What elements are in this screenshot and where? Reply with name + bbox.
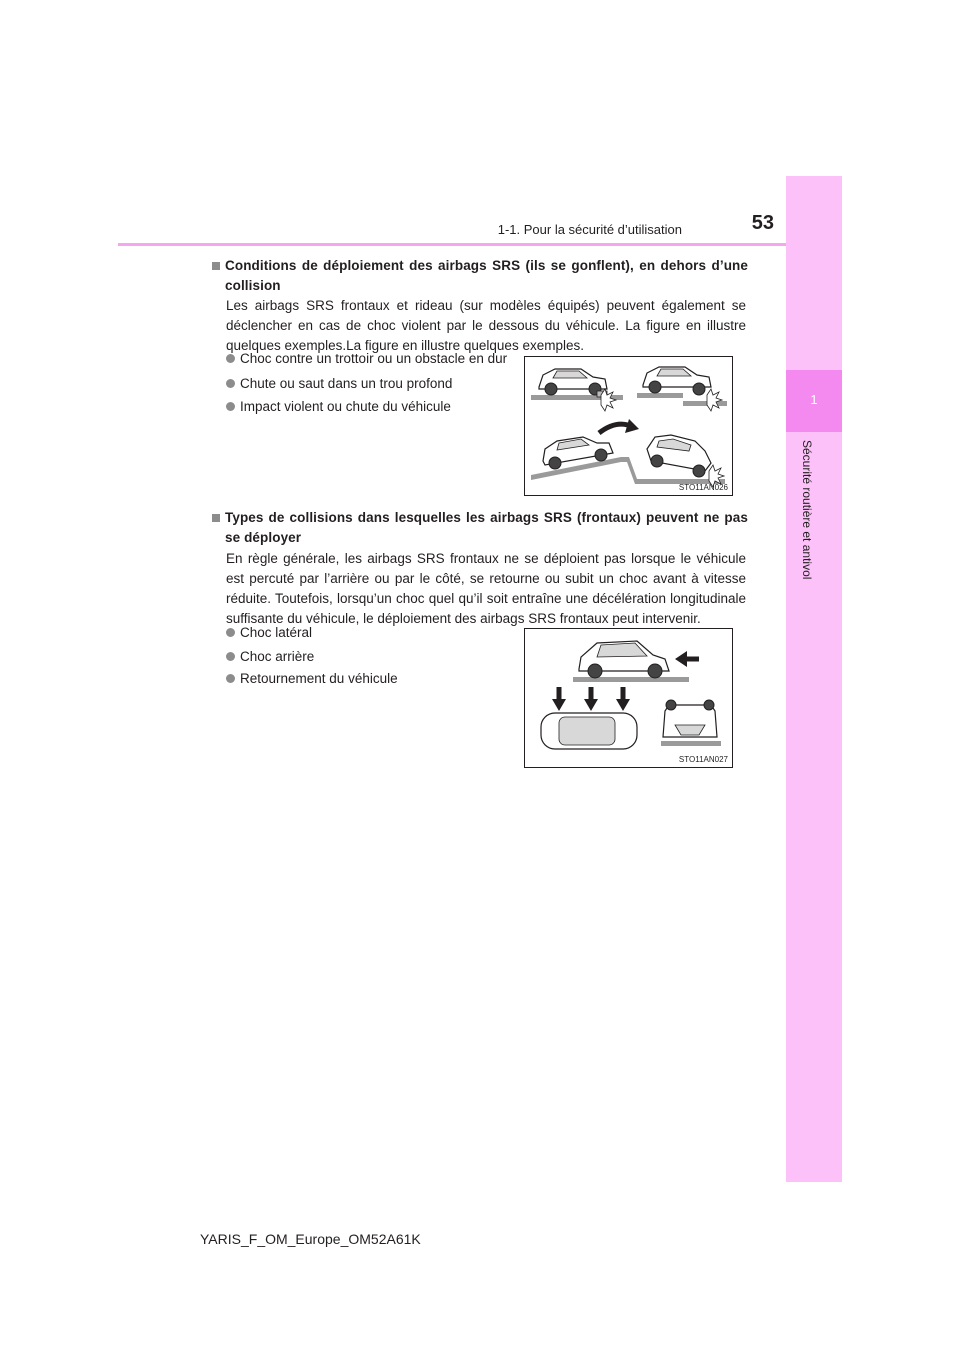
round-bullet-icon bbox=[226, 379, 235, 388]
round-bullet-icon bbox=[226, 628, 235, 637]
figure-code: STO11AN027 bbox=[678, 755, 728, 764]
round-bullet-icon bbox=[226, 652, 235, 661]
round-bullet-icon bbox=[226, 402, 235, 411]
header-section-title: 1-1. Pour la sécurité d’utilisation bbox=[497, 222, 682, 237]
underbody-impact-illustration bbox=[525, 357, 732, 495]
round-bullet-icon bbox=[226, 354, 235, 363]
collision-types-illustration bbox=[525, 629, 732, 767]
bullet-item: Impact violent ou chute du véhicule bbox=[226, 398, 526, 416]
header-divider bbox=[118, 243, 842, 246]
chapter-number: 1 bbox=[810, 392, 818, 407]
square-bullet-icon bbox=[212, 262, 220, 270]
bullet-item: Chute ou saut dans un trou profond bbox=[226, 375, 526, 393]
bullet-item: Choc latéral bbox=[226, 624, 526, 642]
figure-code: STO11AN026 bbox=[678, 483, 728, 492]
chapter-title: Sécurité routière et antivol bbox=[800, 440, 814, 580]
section-body-no-deployment: En règle générale, les airbags SRS frontaux ne se déploient pas lorsque le véhicule est percuté par l’arrière ou par le côté, se retourne ou subit un choc avant à vitesse réduite. Toutefois, lorsqu’un choc quel qu’il soit entraîne une décélération longitudinale suffisante du véhicule, le déploiement des airbags SRS frontaux peut intervenir. bbox=[226, 551, 746, 626]
square-bullet-icon bbox=[212, 514, 220, 522]
section-body-deployment-conditions: Les airbags SRS frontaux et rideau (sur modèles équipés) peuvent également se déclencher en cas de choc violent par le dessous du véhicule. La figure en illustre quelques exemples.La figure en illustre quelques exemples. bbox=[226, 298, 746, 353]
page-number: 53 bbox=[751, 212, 774, 234]
bullet-item: Choc arrière bbox=[226, 648, 526, 666]
round-bullet-icon bbox=[226, 674, 235, 683]
document-id: YARIS_F_OM_Europe_OM52A61K bbox=[200, 1231, 421, 1247]
bullet-item: Choc contre un trottoir ou un obstacle en dur bbox=[226, 350, 526, 368]
side-chapter-strip bbox=[786, 176, 842, 1182]
figure-collision-types bbox=[524, 628, 733, 768]
section-title-deployment-conditions: Conditions de déploiement des airbags SRS (ils se gonflent), en dehors d’une collision bbox=[212, 256, 748, 296]
bullet-item: Retournement du véhicule bbox=[226, 670, 526, 688]
section-title-no-deployment: Types de collisions dans lesquelles les airbags SRS (frontaux) peuvent ne pas se déployer bbox=[212, 508, 748, 548]
figure-underbody-impacts bbox=[524, 356, 733, 496]
